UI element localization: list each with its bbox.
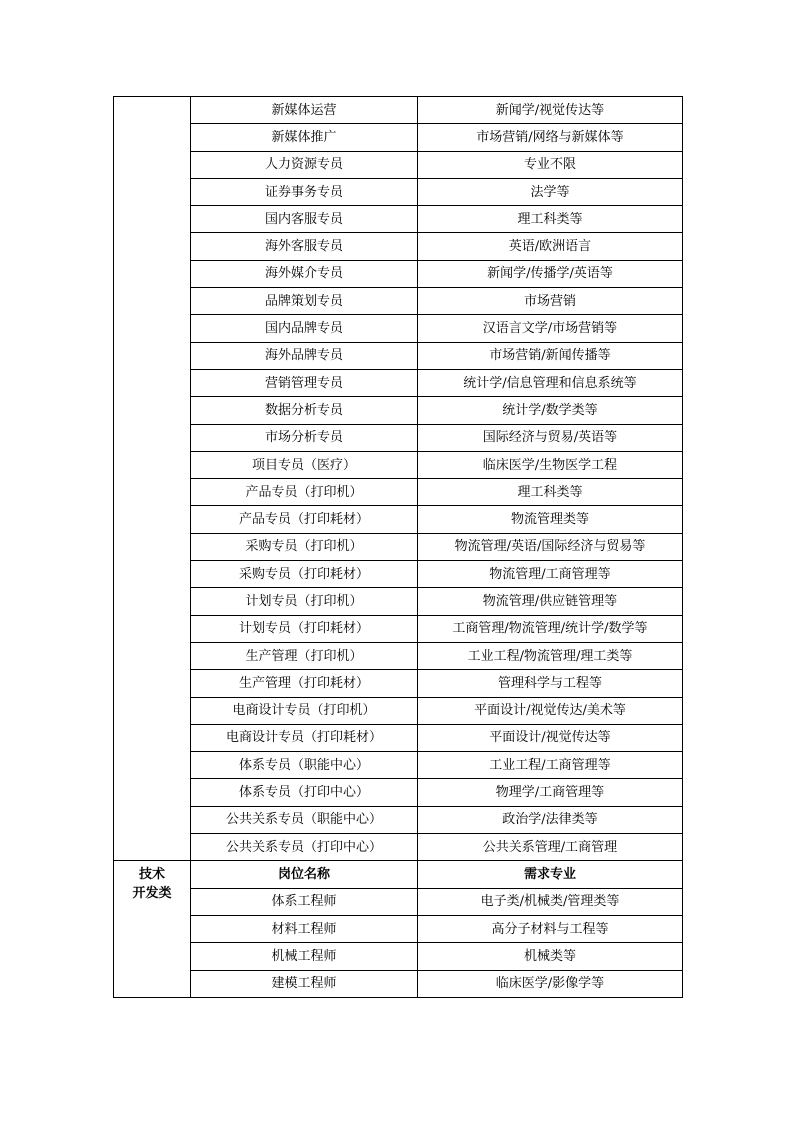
table-row: [114, 561, 683, 588]
position-cell: 数据分析专员: [191, 397, 418, 424]
position-cell: 市场分析专员: [191, 424, 418, 451]
major-cell: 统计学/信息管理和信息系统等: [418, 369, 683, 396]
table-row: [114, 888, 683, 915]
position-cell: 项目专员（医疗）: [191, 451, 418, 478]
table-row: [114, 970, 683, 997]
table-row: [114, 451, 683, 478]
major-cell: 汉语言文学/市场营销等: [418, 315, 683, 342]
table-row: [114, 424, 683, 451]
major-cell: 平面设计/视觉传达/美术等: [418, 697, 683, 724]
position-cell: 海外品牌专员: [191, 342, 418, 369]
major-cell: 工业工程/物流管理/理工类等: [418, 642, 683, 669]
position-cell: 国内客服专员: [191, 206, 418, 233]
category-label-line1: 技术: [138, 867, 165, 883]
major-cell: 机械类等: [418, 943, 683, 970]
major-cell: 统计学/数学类等: [418, 397, 683, 424]
position-cell: 建模工程师: [191, 970, 418, 997]
position-cell: 产品专员（打印耗材）: [191, 506, 418, 533]
table-row: [114, 397, 683, 424]
header-required-major: 需求专业: [418, 861, 683, 888]
major-cell: 物理学/工商管理等: [418, 779, 683, 806]
major-cell: 物流管理/英语/国际经济与贸易等: [418, 533, 683, 560]
position-cell: 新媒体运营: [191, 97, 418, 124]
major-cell: 临床医学/生物医学工程: [418, 451, 683, 478]
major-cell: 市场营销/网络与新媒体等: [418, 124, 683, 151]
table-row: [114, 369, 683, 396]
major-cell: 工业工程/工商管理等: [418, 752, 683, 779]
major-cell: 理工科类等: [418, 206, 683, 233]
table-row: [114, 533, 683, 560]
position-cell: 证券事务专员: [191, 178, 418, 205]
table-row: [114, 97, 683, 124]
position-cell: 体系工程师: [191, 888, 418, 915]
position-cell: 国内品牌专员: [191, 315, 418, 342]
position-cell: 品牌策划专员: [191, 288, 418, 315]
position-cell: 海外客服专员: [191, 233, 418, 260]
major-cell: 政治学/法律类等: [418, 806, 683, 833]
position-cell: 计划专员（打印机）: [191, 588, 418, 615]
category-cell: [114, 97, 191, 861]
category-label-line2: 开发类: [132, 886, 172, 902]
major-cell: 临床医学/影像学等: [418, 970, 683, 997]
table-row: [114, 124, 683, 151]
major-cell: 工商管理/物流管理/统计学/数学等: [418, 615, 683, 642]
position-cell: 海外媒介专员: [191, 260, 418, 287]
table-row: [114, 779, 683, 806]
position-cell: 公共关系专员（打印中心）: [191, 834, 418, 861]
table-row: [114, 342, 683, 369]
position-cell: 电商设计专员（打印机）: [191, 697, 418, 724]
major-cell: 市场营销: [418, 288, 683, 315]
table-row: [114, 151, 683, 178]
table-row: [114, 834, 683, 861]
major-cell: 理工科类等: [418, 479, 683, 506]
position-cell: 新媒体推广: [191, 124, 418, 151]
position-cell: 采购专员（打印机）: [191, 533, 418, 560]
table-row: [114, 206, 683, 233]
table-row: [114, 288, 683, 315]
position-cell: 营销管理专员: [191, 369, 418, 396]
table-header-row: [114, 861, 683, 888]
table-row: [114, 233, 683, 260]
table-row: [114, 479, 683, 506]
position-cell: 电商设计专员（打印耗材）: [191, 724, 418, 751]
category-cell-tech-dev: [114, 861, 191, 997]
table-row: [114, 506, 683, 533]
table-row: [114, 915, 683, 942]
major-cell: 平面设计/视觉传达等: [418, 724, 683, 751]
position-cell: 采购专员（打印耗材）: [191, 561, 418, 588]
table-row: [114, 260, 683, 287]
major-cell: 公共关系管理/工商管理: [418, 834, 683, 861]
table-row: [114, 178, 683, 205]
table-row: [114, 724, 683, 751]
position-cell: 计划专员（打印耗材）: [191, 615, 418, 642]
position-cell: 生产管理（打印耗材）: [191, 670, 418, 697]
table-row: [114, 642, 683, 669]
major-cell: 英语/欧洲语言: [418, 233, 683, 260]
major-cell: 高分子材料与工程等: [418, 915, 683, 942]
major-cell: 法学等: [418, 178, 683, 205]
header-position-name: 岗位名称: [191, 861, 418, 888]
major-cell: 新闻学/视觉传达等: [418, 97, 683, 124]
position-cell: 产品专员（打印机）: [191, 479, 418, 506]
position-cell: 人力资源专员: [191, 151, 418, 178]
position-cell: 公共关系专员（职能中心）: [191, 806, 418, 833]
major-cell: 物流管理类等: [418, 506, 683, 533]
major-cell: 物流管理/工商管理等: [418, 561, 683, 588]
major-cell: 专业不限: [418, 151, 683, 178]
recruitment-table: [113, 96, 683, 998]
major-cell: 物流管理/供应链管理等: [418, 588, 683, 615]
table-row: [114, 615, 683, 642]
major-cell: 电子类/机械类/管理类等: [418, 888, 683, 915]
table-row: [114, 670, 683, 697]
position-cell: 生产管理（打印机）: [191, 642, 418, 669]
position-cell: 机械工程师: [191, 943, 418, 970]
table-body: [114, 97, 683, 998]
major-cell: 市场营销/新闻传播等: [418, 342, 683, 369]
major-cell: 新闻学/传播学/英语等: [418, 260, 683, 287]
table-row: [114, 806, 683, 833]
table-row: [114, 588, 683, 615]
position-cell: 体系专员（职能中心）: [191, 752, 418, 779]
table-row: [114, 943, 683, 970]
major-cell: 国际经济与贸易/英语等: [418, 424, 683, 451]
table-row: [114, 752, 683, 779]
position-cell: 材料工程师: [191, 915, 418, 942]
table-row: [114, 315, 683, 342]
position-cell: 体系专员（打印中心）: [191, 779, 418, 806]
table-row: [114, 697, 683, 724]
major-cell: 管理科学与工程等: [418, 670, 683, 697]
